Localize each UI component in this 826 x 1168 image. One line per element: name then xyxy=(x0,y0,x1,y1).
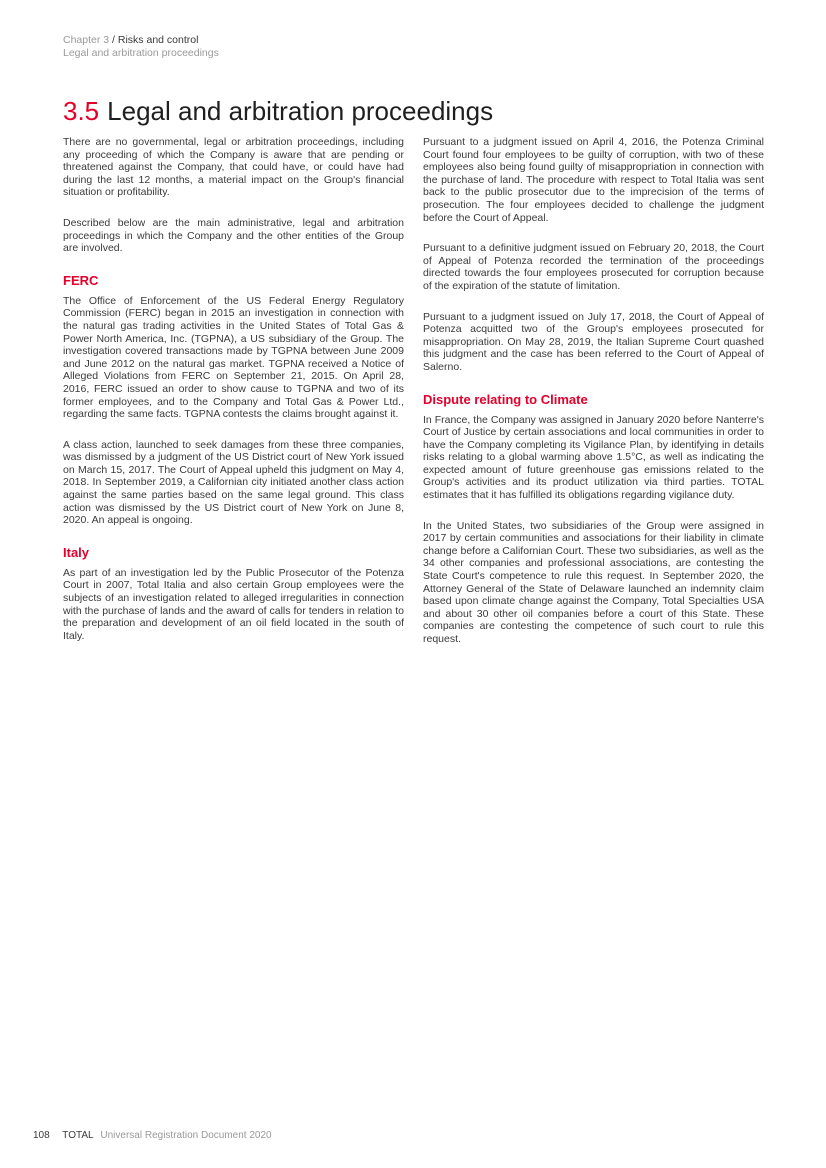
italy-heading: Italy xyxy=(63,544,90,560)
running-header-chapter-line xyxy=(63,34,219,47)
running-header-subtitle: Legal and arbitration proceedings xyxy=(63,47,219,59)
italy-paragraph-3: Pursuant to a definitive judgment issued on February 20, 2018, the Court of Appeal of Potenza recorded the termination of the proceedings directed towards the four employees prosecuted for corruption because of the expiration of the statute of limitation. xyxy=(423,242,764,292)
chapter-title: Risks and control xyxy=(117,34,199,46)
ferc-paragraph-2: A class action, launched to seek damages from these three companies, was dismissed by a judgment of the US District court of New York issued on March 15, 2017. The Court of Appeal upheld this judgment on May 4, 2018. In September 2019, a Californian city initiated another class action against the same parties based on the same legal ground. This class action was dismissed by the US District court of New York on June 8, 2020. An appeal is ongoing. xyxy=(63,438,404,527)
right-column xyxy=(423,136,764,664)
intro-paragraph-1: There are no governmental, legal or arbitration proceedings, including any proceeding of which the Company is aware that are pending or threatened against the Company, that could have, or could have had during the last 12 months, a material impact on the Group's financial situation or profitability. xyxy=(63,136,404,199)
chapter-separator: / xyxy=(112,34,115,46)
climate-heading: Dispute relating to Climate xyxy=(423,391,588,407)
section-number: 3.5 xyxy=(63,96,100,126)
climate-paragraph-1: In France, the Company was assigned in January 2020 before Nanterre's Court of Justice by certain associations and local communities in order to have the Company completing its Vigilance Plan, by identifying in details risks relating to a global warming above 1.5°C, as well as indicating the expected amount of future greenhouse gas emissions related to the Group's activities and its product utilization via third parties. TOTAL estimates that it has fulfilled its obligations regarding vigilance duty. xyxy=(423,413,764,502)
italy-paragraph-4: Pursuant to a judgment issued on July 17, 2018, the Court of Appeal of Potenza acquitted two of the Group's employees prosecuted for misappropriation. On May 28, 2019, the Italian Supreme Court quashed this judgment and the case has been referred to the Court of Appeal of Salerno. xyxy=(423,310,764,373)
italy-paragraph-1: As part of an investigation led by the Public Prosecutor of the Potenza Court in 2007, Total Italia and also certain Group employees were the subjects of an investigation related to alleged irregularities in connection with the purchase of lands and the award of calls for tenders in relation to the preparation and development of an oil field located in the south of Italy. xyxy=(63,566,404,642)
climate-paragraph-2: In the United States, two subsidiaries of the Group were assigned in 2017 by certain communities and associations for their liability in climate change before a Californian Court. These two subsidiaries, as well as the 34 other companies and professional associations, are contesting the State Court's competence to rule this request. In September 2020, the Attorney General of the State of Delaware launched an indemnity claim based upon climate change against the Company, Total Specialties USA and about 30 other oil companies before a court of this State. These companies are contesting the competence of such court to rule this request. xyxy=(423,519,764,645)
intro-paragraph-2: Described below are the main administrative, legal and arbitration proceedings in which the Company and the other entities of the Group are involved. xyxy=(63,216,404,255)
page-footer xyxy=(33,1130,272,1142)
italy-paragraph-2: Pursuant to a judgment issued on April 4, 2016, the Potenza Criminal Court found four employees to be guilty of corruption, with two of these employees also being found guilty of misappropriation in connection with the purchase of land. The procedure with respect to Total Italia was sent back to the public prosecutor due to the imprecision of the terms of prosecution. The four employees decided to challenge the judgment before the Court of Appeal. xyxy=(423,136,764,224)
footer-brand: TOTAL xyxy=(62,1130,94,1141)
page-title xyxy=(63,95,493,127)
page-number: 108 xyxy=(33,1130,50,1141)
chapter-label: Chapter 3 xyxy=(63,34,110,46)
ferc-heading: FERC xyxy=(63,272,99,288)
section-title-text: Legal and arbitration proceedings xyxy=(107,96,494,126)
left-column xyxy=(63,136,404,660)
running-header xyxy=(63,34,219,60)
footer-document-title: Universal Registration Document 2020 xyxy=(100,1130,272,1141)
ferc-paragraph-1: The Office of Enforcement of the US Federal Energy Regulatory Commission (FERC) began in 2015 an investigation in connection with the natural gas trading activities in the United States of Total Gas & Power North America, Inc. (TGPNA), a US subsidiary of the Group. The investigation covered transactions made by TGPNA between June 2009 and June 2012 on the natural gas market. TGPNA received a Notice of Alleged Violations from FERC on September 21, 2015. On April 28, 2016, FERC issued an order to show cause to TGPNA and two of its former employees, and to the Company and Total Gas & Power Ltd., regarding the same facts. TGPNA contests the claims brought against it. xyxy=(63,294,404,421)
